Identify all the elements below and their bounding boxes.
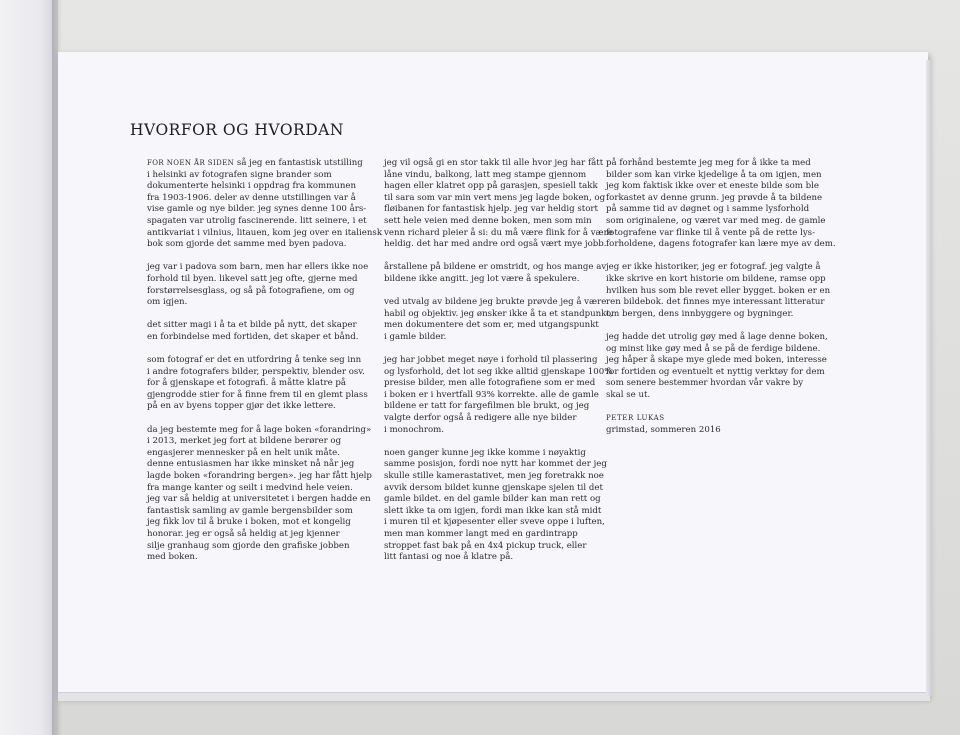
text-line: denne entusiasmen har ikke minsket nå når jeg	[147, 459, 355, 470]
text-line: forstørrelsesglass, og så på fotografiene, om og	[147, 285, 355, 296]
author-name: PETER LUKAS	[606, 414, 665, 423]
text-line: jeg var i padova som barn, men har ellers ikke noe	[147, 262, 369, 273]
text-line: på en av byens topper gjør det ikke lettere.	[147, 401, 336, 412]
text-line: til sara som var min vert mens jeg lagde boken, og	[384, 192, 606, 203]
text-line: på samme tid av døgnet og i samme lysforhold	[606, 204, 810, 215]
paragraph	[147, 425, 372, 564]
text-line: bildene ikke angitt. jeg lot være å spekulere.	[384, 273, 580, 284]
text-line: jeg er ikke historiker, jeg er fotograf. jeg valgte å	[606, 262, 821, 273]
text-line: engasjerer mennesker på en helt unik måte.	[147, 447, 340, 458]
page-heading: HVORFOR OG HVORDAN	[130, 121, 344, 139]
paragraph	[147, 320, 372, 343]
text-line: som fotograf er det en utfordring å tenke seg inn	[147, 355, 362, 366]
text-line: dokumenterte helsinki i oppdrag fra kommunen	[147, 181, 356, 192]
text-line: som senere bestemmer hvordan vår vakre by	[606, 378, 804, 389]
text-column-2	[384, 158, 613, 575]
text-line: fotografene var flinke til å vente på de rette lys-	[606, 227, 815, 238]
text-line: om bergen, dens innbyggere og bygninger.	[606, 308, 794, 319]
paragraph	[606, 262, 831, 320]
text-line: låne vindu, balkong, latt meg stampe gjennom	[384, 169, 587, 180]
paragraph	[384, 158, 613, 251]
text-line: samme posisjon, fordi noe nytt har kommet der jeg	[384, 459, 607, 470]
text-line: for fortiden og eventuelt et nyttig verktøy for dem	[606, 366, 825, 377]
text-line: jeg hadde det utrolig gøy med å lage denne boken,	[606, 331, 828, 342]
text-line: med boken.	[147, 552, 198, 563]
paragraph	[384, 262, 607, 285]
page-bottom-edge	[58, 692, 930, 701]
text-line: jeg har jobbet meget nøye i forhold til plassering	[384, 355, 598, 366]
paragraph	[606, 332, 826, 402]
text-line: hagen eller klatret opp på garasjen, spesiell takk	[384, 181, 598, 192]
text-line: avvik dersom bildet kunne gjenskape sjelen til det	[384, 482, 603, 493]
text-line: habil og objektiv. jeg ønsker ikke å ta et standpunkt,	[384, 308, 613, 319]
text-line: i andre fotografers bilder, perspektiv, blender osv.	[147, 366, 365, 377]
text-line: jeg kom faktisk ikke over et eneste bilde som ble	[606, 181, 820, 192]
text-line: vise gamle og nye bilder. jeg synes denne 100 års-	[147, 204, 367, 215]
text-line: jeg håper å skape mye glede med boken, interesse	[606, 355, 827, 366]
text-line: det sitter magi i å ta et bilde på nytt, det skaper	[147, 320, 357, 331]
page-right-edge	[926, 60, 932, 696]
text-line: skal se ut.	[606, 389, 651, 400]
text-line: i helsinki av fotografen signe brander som	[147, 169, 332, 180]
text-line: ved utvalg av bildene jeg brukte prøvde jeg å være	[384, 297, 607, 308]
text-line: en forbindelse med fortiden, det skaper et bånd.	[147, 331, 359, 342]
text-line: om igjen.	[147, 297, 188, 308]
text-line: fra 1903-1906. deler av denne utstillingen var å	[147, 192, 356, 203]
text-line: noen ganger kunne jeg ikke komme i nøyaktig	[384, 447, 586, 458]
text-line: heldig. det har med andre ord også vært mye jobb.	[384, 239, 607, 250]
text-line: forkastet av denne grunn. jeg prøvde å ta bildene	[606, 192, 823, 203]
text-line: venn richard pleier å si: du må være flink for å være	[384, 227, 613, 238]
text-line: jeg vil også gi en stor takk til alle hvor jeg har fått	[384, 158, 604, 168]
paragraph	[147, 355, 372, 413]
text-line: silje granhaug som gjorde den grafiske jobben	[147, 540, 350, 551]
text-line: og minst like gøy med å se på de ferdige bildene.	[606, 343, 821, 354]
text-line: fløibanen for fantastisk hjelp. jeg var heldig stort	[384, 204, 598, 215]
paragraph	[147, 262, 372, 308]
text-column-3	[606, 158, 836, 436]
text-line: i gamle bilder.	[384, 331, 447, 342]
text-line: forholdene, dagens fotografer kan lære mye av dem.	[606, 239, 836, 250]
text-line: bok som gjorde det samme med byen padova.	[147, 239, 347, 250]
text-line: hvilken hus som ble revet eller bygget. boken er en	[606, 285, 831, 296]
text-line: i muren til et kjøpesenter eller sveve oppe i luften,	[384, 517, 605, 528]
paragraph	[384, 447, 607, 564]
text-line: stroppet fast bak på en 4x4 pickup truck, eller	[384, 540, 587, 551]
text-line: i boken er i hvertfall 93% korrekte. alle de gamle	[384, 389, 599, 400]
text-line: antikvariat i vilnius, litauen, kom jeg over en italiensk	[147, 227, 383, 238]
text-line: fra mange kanter og seilt i medvind hele veien.	[147, 482, 353, 493]
text-line: på forhånd bestemte jeg meg for å ikke ta med	[606, 158, 811, 168]
text-line: litt fantasi og noe å klatre på.	[384, 552, 514, 563]
text-line: forhold til byen. likevel satt jeg ofte, gjerne med	[147, 273, 358, 284]
text-line: valgte derfor også å redigere alle nye bilder	[384, 413, 577, 424]
text-line: gjengrodde stier for å finne frem til en glemt plass	[147, 389, 368, 400]
text-line: jeg fikk lov til å bruke i boken, mot et kongelig	[147, 517, 351, 528]
author-place-date: grimstad, sommeren 2016	[606, 424, 721, 435]
text-line: skulle stille kamerastativet, men jeg foretrakk noe	[384, 471, 604, 482]
text-line: ren bildebok. det finnes mye interessant litteratur	[606, 297, 825, 308]
text-line: som originalene, og været var med meg. de gamle	[606, 215, 826, 226]
paragraph	[606, 158, 836, 251]
paragraph	[384, 355, 613, 436]
text-line: i 2013, merket jeg fort at bildene berører og	[147, 436, 342, 447]
text-line: presise bilder, men alle fotografiene som er med	[384, 378, 596, 389]
text-line: bilder som kan virke kjedelige å ta om igjen, men	[606, 169, 822, 180]
text-line: men man kommer langt med en gardintrapp	[384, 529, 578, 539]
text-line: jeg var så heldig at universitetet i bergen hadde en	[147, 494, 371, 505]
text-line: FOR NOEN ÅR SIDEN så jeg en fantastisk utstilling	[147, 158, 363, 168]
text-line: spagaten var utrolig fascinerende. litt seinere, i et	[147, 215, 367, 226]
paragraph	[384, 297, 613, 343]
text-line: men dokumentere det som er, med utgangspunkt	[384, 320, 599, 331]
text-line: slett ikke ta om igjen, fordi man ikke kan stå midt	[384, 505, 602, 516]
text-line: sett hele veien med denne boken, men som min	[384, 215, 592, 226]
text-line: bildene er tatt for fargefilmen ble brukt, og jeg	[384, 401, 590, 412]
text-line: lagde boken «forandring bergen». jeg har fått hjelp	[147, 471, 372, 482]
text-line: ikke skrive en kort historie om bildene, ramse opp	[606, 273, 826, 284]
text-line: for å gjenskape et fotografi. å måtte klatre på	[147, 378, 347, 389]
text-line: gamle bildet. en del gamle bilder kan man rett og	[384, 494, 601, 505]
text-line: og lysforhold, det lot seg ikke alltid gjenskape 100%	[384, 366, 613, 377]
text-line: honorar. jeg er også så heldig at jeg kjenner	[147, 529, 340, 539]
text-line: årstallene på bildene er omstridt, og hos mange av	[384, 262, 607, 273]
text-column-1	[147, 158, 383, 575]
text-line: da jeg bestemte meg for å lage boken «forandring»	[147, 424, 372, 435]
text-line: fantastisk samling av gamle bergensbilder som	[147, 505, 353, 516]
text-line: i monochrom.	[384, 424, 445, 435]
left-page-edge	[0, 0, 58, 735]
paragraph	[147, 158, 383, 251]
